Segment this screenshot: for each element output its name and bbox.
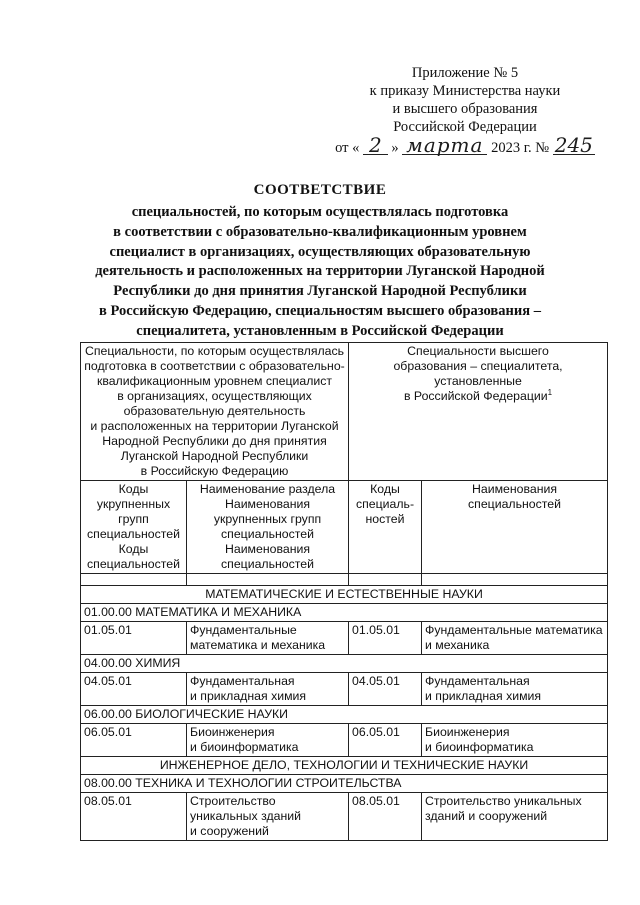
group-row [81, 706, 608, 724]
col-header-codes-left [81, 481, 187, 574]
right-header-line: Специальности высшего [407, 344, 549, 358]
name-line: и прикладная химия [190, 689, 307, 703]
group-row [81, 604, 608, 622]
name-line: Строительство уникальных [425, 794, 582, 808]
date-mid: » [391, 140, 399, 156]
empty-cell [349, 574, 422, 586]
footnote-mark: 1 [547, 387, 553, 397]
code-left: 01.05.01 [81, 622, 187, 655]
col-header-line: Наименования [224, 497, 311, 511]
col-header-codes-right [349, 481, 422, 574]
name-right [422, 724, 608, 757]
col-header-line: Наименования [224, 542, 311, 556]
table-row [81, 673, 608, 706]
col-header-line: Наименования [471, 482, 558, 496]
left-header-line: Народной Республики до дня принятия [102, 434, 327, 448]
col-header-names-right [422, 481, 608, 574]
annex-line-1: Приложение № 5 [411, 65, 519, 81]
name-line: уникальных зданий [190, 809, 301, 823]
handwritten-day: 2 [363, 136, 388, 155]
table-header-row [81, 343, 608, 481]
table-subheader-row [81, 481, 608, 574]
name-line: Фундаментальная [190, 674, 295, 688]
col-header-line: укрупненных групп [213, 512, 322, 526]
right-header-line: образования – специалитета, установленные [393, 359, 563, 388]
code-left: 08.05.01 [81, 793, 187, 841]
section-title: ИНЖЕНЕРНОЕ ДЕЛО, ТЕХНОЛОГИИ И ТЕХНИЧЕСКИЕ НАУКИ [81, 757, 608, 775]
col-header-line: укрупненных [96, 497, 171, 511]
code-right: 04.05.01 [349, 673, 422, 706]
col-header-line: Коды [118, 542, 149, 556]
section-title: МАТЕМАТИЧЕСКИЕ И ЕСТЕСТВЕННЫЕ НАУКИ [81, 586, 608, 604]
document-subtitle [70, 203, 570, 342]
empty-cell [187, 574, 349, 586]
left-header-line: Специальности, по которым осуществлялась [84, 344, 345, 358]
empty-cell [422, 574, 608, 586]
col-header-line: Коды [370, 482, 400, 496]
right-header-line [352, 389, 604, 404]
col-header-line: Коды [118, 482, 149, 496]
name-line: и биоинформатика [425, 740, 534, 754]
subtitle-line: Республики до дня принятия Луганской Народной Республики [113, 283, 527, 300]
name-right [422, 622, 608, 655]
handwritten-order-number: 245 [554, 133, 593, 157]
annex-line-3: и высшего образования [392, 101, 538, 117]
col-header-names-left [187, 481, 349, 574]
name-left [187, 622, 349, 655]
col-header-line: ностей [365, 512, 405, 526]
left-group-header [81, 343, 349, 481]
name-line: Фундаментальные [190, 623, 297, 637]
col-header-line: специальностей [87, 527, 180, 541]
annex-block [330, 64, 600, 157]
name-line: и сооружений [190, 824, 269, 838]
col-header-line: специаль- [355, 497, 415, 511]
subtitle-line: деятельность и расположенных на территории Луганской Народной [95, 263, 545, 280]
subtitle-line: в Российскую Федерацию, специальностям высшего образования – [99, 302, 541, 319]
col-header-line: специальностей [468, 497, 561, 511]
left-header-line: в организациях, осуществляющих [117, 389, 312, 403]
table-row [81, 622, 608, 655]
section-row [81, 757, 608, 775]
left-header-line: и расположенных на территории Луганской [90, 419, 339, 433]
col-header-line: групп [118, 512, 149, 526]
annex-line-2: к приказу Министерства науки [369, 83, 561, 99]
name-right [422, 793, 608, 841]
code-right: 08.05.01 [349, 793, 422, 841]
name-right [422, 673, 608, 706]
subtitle-line: специальностей, по которым осуществлялась подготовка [131, 204, 509, 220]
left-header-line: образовательную деятельность [123, 404, 306, 418]
left-header-line: квалификационным уровнем специалист [96, 374, 333, 388]
col-header-line: специальностей [221, 527, 314, 541]
name-line: Фундаментальная [425, 674, 530, 688]
col-header-line: специальностей [87, 557, 180, 571]
col-header-line: специальностей [221, 557, 314, 571]
document-title: СООТВЕТСТВИЕ [253, 182, 387, 198]
left-header-line: в Российскую Федерацию [140, 464, 289, 478]
name-line: Строительство [190, 794, 276, 808]
name-left [187, 724, 349, 757]
name-left [187, 793, 349, 841]
name-line: математика и механика [190, 638, 326, 652]
handwritten-month: марта [402, 136, 487, 155]
correspondence-table [80, 342, 608, 841]
annex-line-4: Российской Федерации [393, 119, 537, 135]
document-heading [70, 180, 570, 342]
name-line: Биоинженерия [190, 725, 275, 739]
code-right: 06.05.01 [349, 724, 422, 757]
table-row [81, 793, 608, 841]
group-row [81, 655, 608, 673]
annex-date-line [330, 133, 600, 157]
group-title: 04.00.00 ХИМИЯ [81, 655, 608, 673]
name-line: зданий и сооружений [425, 809, 548, 823]
group-title: 01.00.00 МАТЕМАТИКА И МЕХАНИКА [81, 604, 608, 622]
group-row [81, 775, 608, 793]
empty-cell [81, 574, 187, 586]
right-group-header [349, 343, 608, 481]
name-left [187, 673, 349, 706]
code-left: 06.05.01 [81, 724, 187, 757]
table-row [81, 724, 608, 757]
group-title: 06.00.00 БИОЛОГИЧЕСКИЕ НАУКИ [81, 706, 608, 724]
name-line: Фундаментальные математика [425, 623, 603, 637]
col-header-line: Наименование раздела [199, 482, 336, 496]
name-line: и механика [425, 638, 490, 652]
right-header-text: в Российской Федерации [403, 389, 548, 403]
group-title: 08.00.00 ТЕХНИКА И ТЕХНОЛОГИИ СТРОИТЕЛЬСТВА [81, 775, 608, 793]
subtitle-line: специалист в организациях, осуществляющих образовательную [109, 243, 531, 260]
subtitle-line: специалитета, установленным в Российской Федерации [136, 322, 504, 339]
code-left: 04.05.01 [81, 673, 187, 706]
section-row [81, 586, 608, 604]
left-header-line: Луганской Народной Республики [120, 449, 309, 463]
date-prefix: от « [335, 140, 360, 156]
table-spacer-row [81, 574, 608, 586]
subtitle-line: в соответствии с образовательно-квалификационным уровнем [113, 223, 527, 240]
name-line: Биоинженерия [425, 725, 510, 739]
name-line: и прикладная химия [425, 689, 542, 703]
code-right: 01.05.01 [349, 622, 422, 655]
date-year: 2023 г. № [491, 140, 550, 156]
name-line: и биоинформатика [190, 740, 299, 754]
left-header-line: подготовка в соответствии с образовательно- [84, 359, 345, 373]
